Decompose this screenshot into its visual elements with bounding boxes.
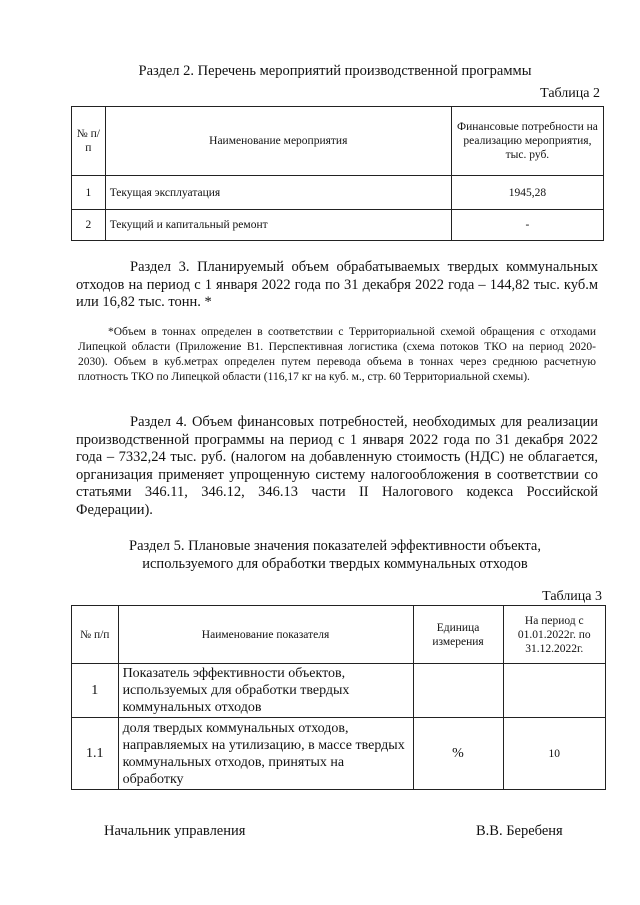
- table2-row2-name: Текущий и капитальный ремонт: [105, 210, 451, 241]
- section5-title-line1: Раздел 5. Плановые значения показателей эффективности объекта,: [129, 538, 541, 554]
- table3-row2-value: 10: [503, 718, 605, 790]
- table3-header-period: На период с 01.01.2022г. по 31.12.2022г.: [503, 606, 605, 664]
- table2-row1-name: Текущая эксплуатация: [105, 176, 451, 210]
- section4-text: Раздел 4. Объем финансовых потребностей, необходимых для реализации производственной программы на период с 1 января 2022 года по 31 декабря 2022 года – 7332,24 тыс. руб. (налогом на добавленную стоимость (НДС) не облагается, организация применяет упрощенную систему налогообложения в соответствии со статьями 346.11, 346.12, 346.13 части II Налогового кодекса Российской Федерации).: [76, 414, 598, 518]
- table3: [71, 605, 606, 790]
- table3-header-row: [72, 606, 606, 664]
- table3-row2-name: доля твердых коммунальных отходов, направляемых на утилизацию, в массе твердых коммунальных отходов, принятых на обработку: [118, 718, 413, 790]
- table3-header-name: Наименование показателя: [118, 606, 413, 664]
- table-row: [72, 210, 604, 241]
- section3-note: *Объем в тоннах определен в соответствии с Территориальной схемой обращения с отходами Липецкой области (Приложение В1. Перспективная логистика (схема потоков ТКО на период 2020-2030). Объем в куб.метрах определен путем перевода объема в тоннах через среднюю расчетную плотность ТКО по Липецкой области (116,17 кг на куб. м., стр. 60 Территориальной схемы).: [78, 326, 596, 383]
- table2-header-row: [72, 107, 604, 176]
- table3-row1-num: 1: [72, 664, 119, 718]
- table2-header-finance: Финансовые потребности на реализацию мероприятия, тыс. руб.: [451, 107, 603, 176]
- table2-row1-value: 1945,28: [451, 176, 603, 210]
- table2-row2-value: -: [451, 210, 603, 241]
- table2-header-name: Наименование мероприятия: [105, 107, 451, 176]
- table-row: [72, 718, 606, 790]
- table3-label: Таблица 3: [542, 589, 602, 604]
- table-row: [72, 664, 606, 718]
- section3-text: Раздел 3. Планируемый объем обрабатываемых твердых коммунальных отходов на период с 1 января 2022 года по 31 декабря 2022 года – 144,82 тыс. куб.м или 16,82 тыс. тонн. *: [76, 259, 598, 310]
- table3-row1-name: Показатель эффективности объектов, используемых для обработки твердых коммунальных отходов: [118, 664, 413, 718]
- section2-title: Раздел 2. Перечень мероприятий производственной программы: [138, 63, 532, 79]
- table2-label: Таблица 2: [540, 86, 600, 101]
- table-row: [72, 176, 604, 210]
- table3-row1-value: [503, 664, 605, 718]
- signature-position: Начальник управления: [104, 823, 246, 839]
- table2-row2-num: 2: [72, 210, 106, 241]
- table2-header-num: № п/п: [72, 107, 106, 176]
- table2: [71, 106, 604, 241]
- signature-name: В.В. Беребеня: [476, 823, 563, 839]
- table2-row1-num: 1: [72, 176, 106, 210]
- table3-row1-unit: [413, 664, 503, 718]
- table3-row2-num: 1.1: [72, 718, 119, 790]
- table3-row2-unit: %: [413, 718, 503, 790]
- table3-header-num: № п/п: [72, 606, 119, 664]
- section5-title-line2: используемого для обработки твердых коммунальных отходов: [142, 556, 528, 572]
- table3-header-unit: Единица измерения: [413, 606, 503, 664]
